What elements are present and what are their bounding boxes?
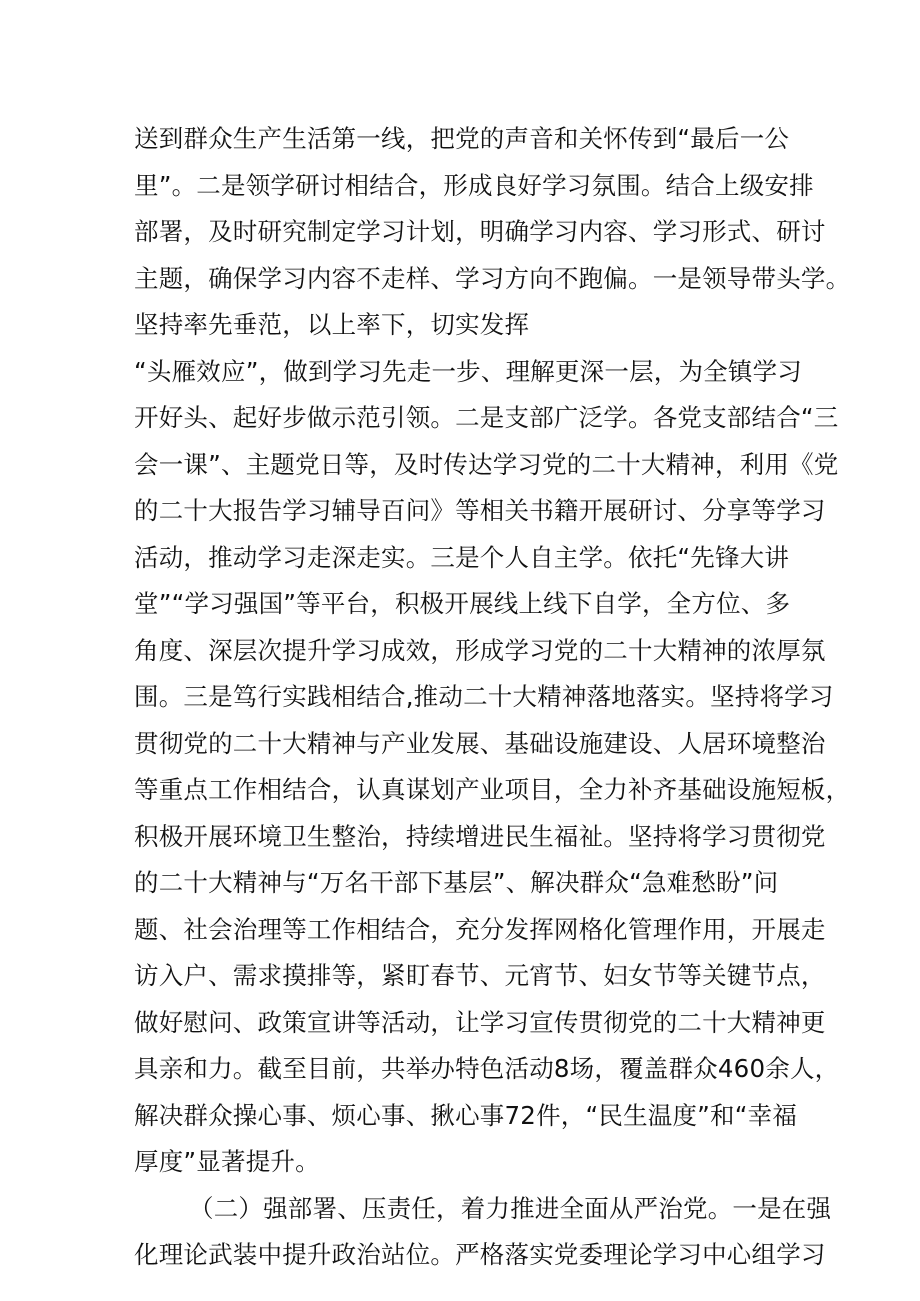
text-line-7: 开好头、起好步做示范引领。二是支部广泛学。各党支部结合“三 (134, 403, 839, 432)
text-line-17: 的二十大精神与“万名干部下基层”、解决群众“急难愁盼”问 (134, 868, 779, 897)
text-line-14: 贯彻党的二十大精神与产业发展、基础设施建设、人居环境整治 (134, 728, 826, 758)
text-line-11: 堂”“学习强国”等平台，积极开展线上线下自学，全方位、多 (134, 589, 791, 618)
body-text (134, 116, 851, 1279)
text-line-23: 厚度”显著提升。 (134, 1147, 320, 1176)
text-line-13: 围。三是笃行实践相结合,推动二十大精神落地落实。坚持将学习 (134, 682, 834, 711)
text-line-1: 送到群众生产生活第一线，把党的声音和关怀传到“最后一公 (134, 124, 790, 153)
text-line-3: 部署，及时研究制定学习计划，明确学习内容、学习形式、研讨 (134, 217, 826, 246)
text-line-8: 会一课”、主题党日等，及时传达学习党的二十大精神，利用《党 (134, 449, 839, 479)
text-line-2: 里”。二是领学研讨相结合，形成良好学习氛围。结合上级安排 (134, 170, 814, 200)
text-line-4: 主题，确保学习内容不走样、学习方向不跑偏。一是领导带头学。 (134, 263, 851, 293)
text-line-9: 的二十大报告学习辅导百问》等相关书籍开展研讨、分享等学习 (134, 496, 826, 525)
text-line-20: 做好慰问、政策宣讲等活动，让学习宣传贯彻党的二十大精神更 (134, 1007, 826, 1037)
text-line-19: 访入户、需求摸排等，紧盯春节、元宵节、妇女节等关键节点， (134, 961, 826, 990)
text-line-15: 等重点工作相结合，认真谋划产业项目，全力补齐基础设施短板， (134, 775, 851, 804)
text-line-6: “头雁效应”，做到学习先走一步、理解更深一层，为全镇学习 (134, 356, 802, 386)
text-line-10: 活动，推动学习走深走实。三是个人自主学。依托“先锋大讲 (134, 542, 790, 572)
text-line-22: 解决群众操心事、烦心事、揪心事72件，“民生温度”和“幸福 (134, 1100, 798, 1130)
text-line-21: 具亲和力。截至目前，共举办特色活动8场，覆盖群众460余人， (134, 1054, 840, 1083)
text-line-25: 化理论武装中提升政治站位。严格落实党委理论学习中心组学习 (134, 1240, 826, 1269)
text-line-18: 题、社会治理等工作相结合，充分发挥网格化管理作用，开展走 (134, 914, 826, 944)
section-heading-line: （二）强部署、压责任，着力推进全面从严治党。一是在强 (189, 1193, 832, 1223)
text-line-5: 坚持率先垂范，以上率下，切实发挥 (134, 310, 530, 339)
text-line-16: 积极开展环境卫生整治，持续增进民生福祉。坚持将学习贯彻党 (134, 821, 826, 851)
text-line-12: 角度、深层次提升学习成效，形成学习党的二十大精神的浓厚氛 (134, 635, 826, 665)
